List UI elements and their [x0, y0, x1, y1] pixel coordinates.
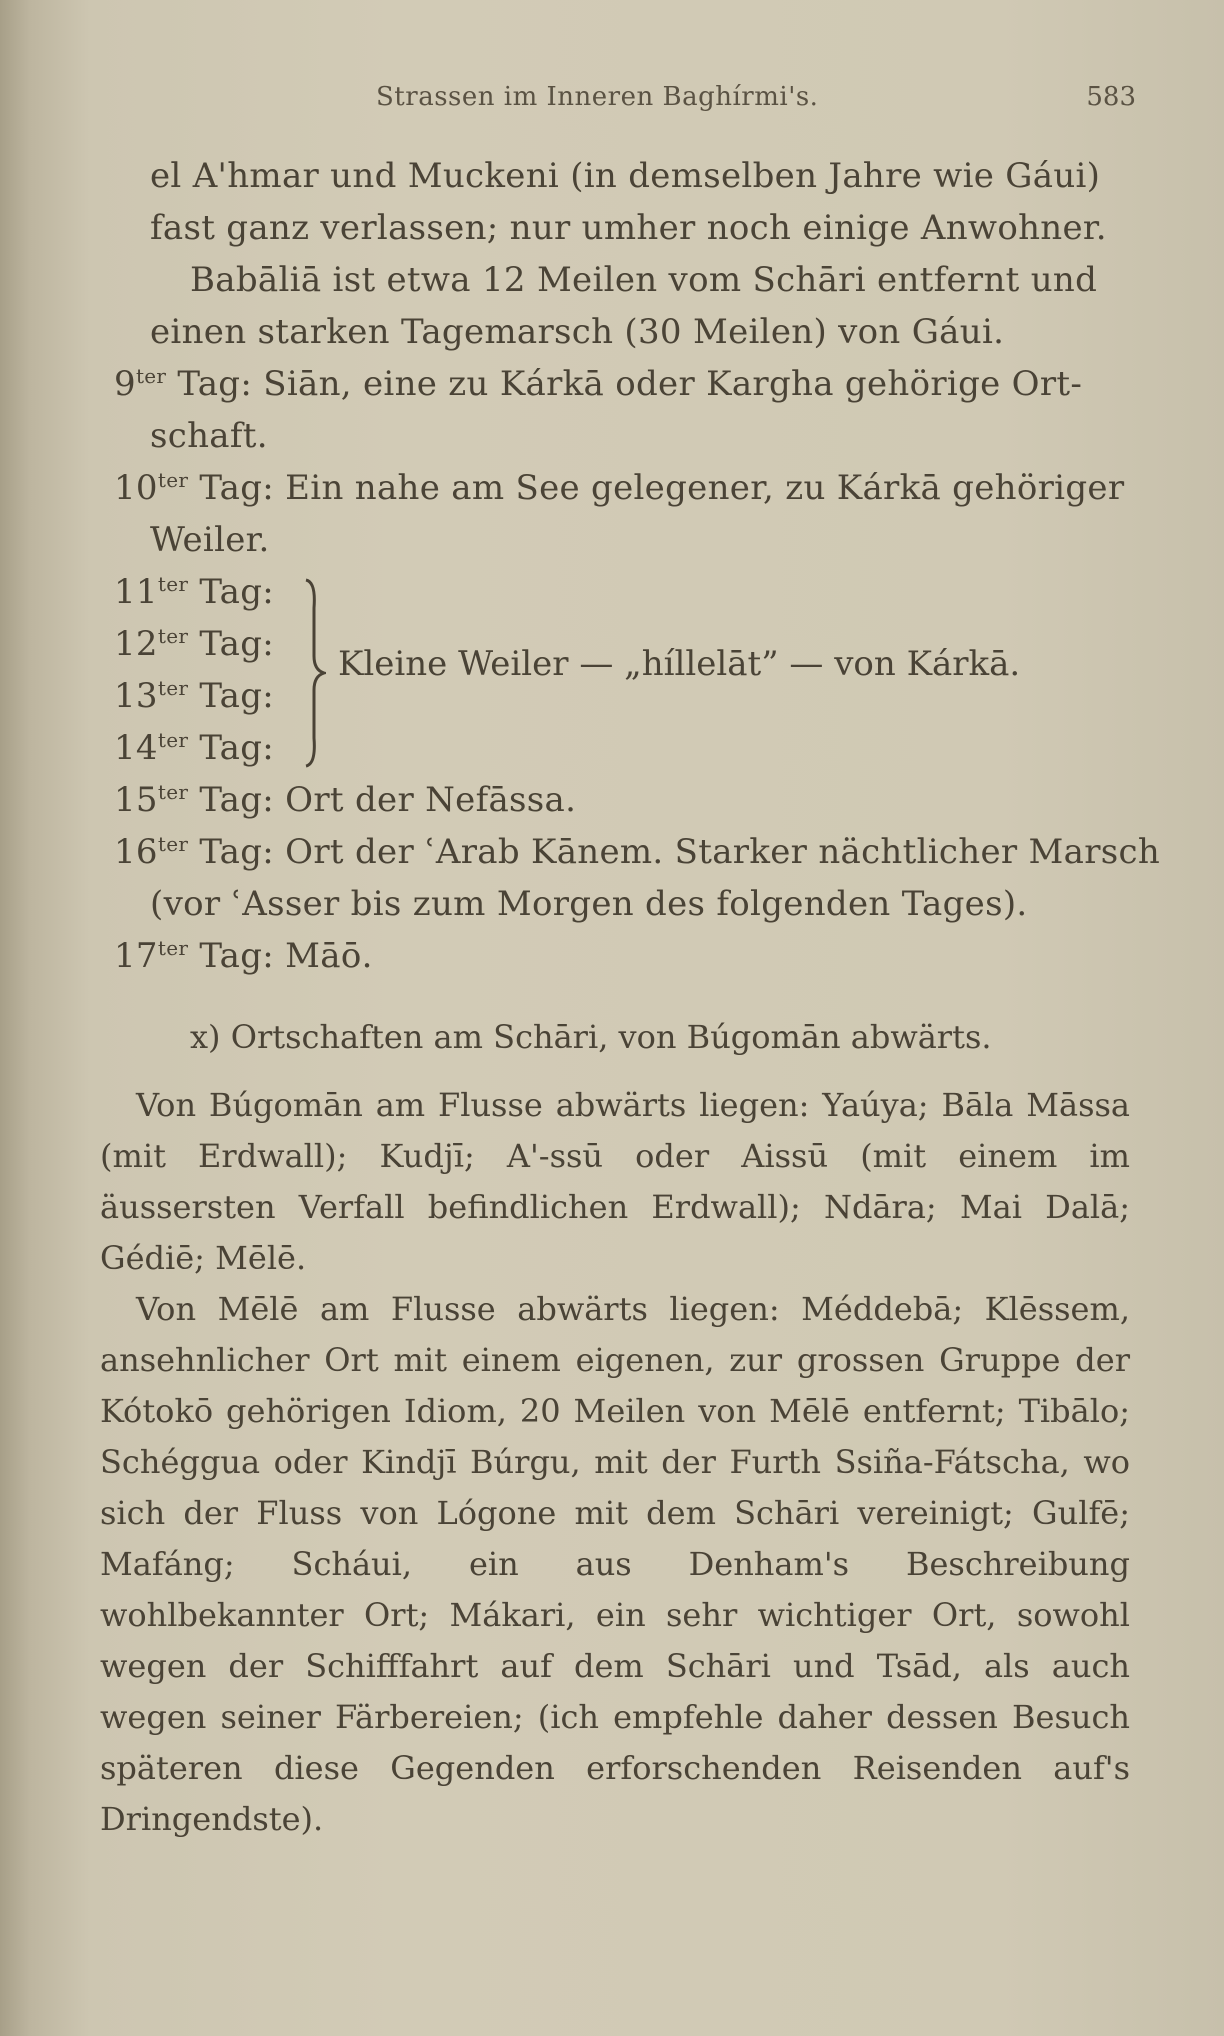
- day-continuation: schaft.: [150, 416, 268, 456]
- day-entry-14: [114, 728, 274, 768]
- day-label: Tag:: [177, 364, 253, 404]
- paragraph-2: Von Mēlē am Flusse abwärts liegen: Méddebā; Klēssem, ansehnlicher Ort mit einem eigenen, zur grossen Gruppe der Kótokō gehörigen Idiom, 20 Meilen von Mēlē entfernt; Tibālo; Schéggua oder Kindjī Búrgu, mit der Furth Ssiña-Fátscha, wo sich der Fluss von Lógone mit dem Schāri vereinigt; Gulfē; Mafáng; Scháui, ein aus Denham's Beschreibung wohlbekannter Ort; Mákari, ein sehr wichtiger Ort, sowohl wegen der Schifffahrt auf dem Schāri und Tsād, als auch wegen seiner Färbereien; (ich empfehle daher dessen Besuch späteren diese Gegenden erforschenden Reisenden auf's Dringendste).: [100, 1290, 1130, 1838]
- day-label: Tag:: [199, 832, 275, 872]
- day-continuation: (vor ʿAsser bis zum Morgen des folgenden Tages).: [150, 884, 1028, 924]
- day-number: 10: [114, 468, 158, 508]
- day-entry-9: [114, 364, 1082, 404]
- day-number: 11: [114, 572, 158, 612]
- day-text: Ort der ʿArab Kānem. Starker nächtlicher Marsch: [285, 832, 1161, 872]
- day-suffix: ter: [157, 936, 189, 960]
- day-text: Ort der Nefāssa.: [285, 780, 577, 820]
- day-entry-12: [114, 624, 274, 664]
- day-text: Ein nahe am See gelegener, zu Kárkā gehöriger: [285, 468, 1125, 508]
- day-number: 12: [114, 624, 158, 664]
- day-number: 13: [114, 676, 158, 716]
- day-suffix: ter: [135, 364, 167, 388]
- day-label: Tag:: [199, 936, 275, 976]
- paragraph-1: Von Búgomān am Flusse abwärts liegen: Yaúya; Bāla Māssa (mit Erdwall); Kudjī; A'-ssū oder Aissū (mit einem im äussersten Verfall befindlichen Erdwall); Ndāra; Mai Dalā; Gédiē; Mēlē.: [100, 1086, 1130, 1277]
- day-continuation: Weiler.: [150, 520, 270, 560]
- grouped-days-text: Kleine Weiler — „híllelāt” — von Kárkā.: [338, 644, 1021, 684]
- day-text: Māō.: [285, 936, 373, 976]
- day-label: Tag:: [199, 572, 275, 612]
- text-line: fast ganz verlassen; nur umher noch einige Anwohner.: [150, 208, 1107, 248]
- curly-brace-icon: [302, 578, 326, 768]
- text-line: el A'hmar und Muckeni (in demselben Jahre wie Gáui): [150, 156, 1101, 196]
- day-entry-11: [114, 572, 274, 612]
- day-text: Siān, eine zu Kárkā oder Kargha gehörige Ort-: [263, 364, 1083, 404]
- day-suffix: ter: [157, 624, 189, 648]
- day-entry-15: [114, 780, 576, 820]
- day-suffix: ter: [157, 832, 189, 856]
- day-suffix: ter: [157, 468, 189, 492]
- day-entry-13: [114, 676, 274, 716]
- day-number: 17: [114, 936, 158, 976]
- day-label: Tag:: [199, 624, 275, 664]
- day-entry-16: [114, 832, 1160, 872]
- day-label: Tag:: [199, 728, 275, 768]
- day-number: 14: [114, 728, 158, 768]
- day-suffix: ter: [157, 780, 189, 804]
- day-label: Tag:: [199, 676, 275, 716]
- text-line: einen starken Tagemarsch (30 Meilen) von Gáui.: [150, 312, 1005, 352]
- day-label: Tag:: [199, 780, 275, 820]
- day-number: 16: [114, 832, 158, 872]
- day-entry-10: [114, 468, 1124, 508]
- day-suffix: ter: [157, 676, 189, 700]
- header-title: Strassen im Inneren Baghírmi's.: [376, 82, 819, 112]
- day-suffix: ter: [157, 572, 189, 596]
- day-label: Tag:: [199, 468, 275, 508]
- day-suffix: ter: [157, 728, 189, 752]
- day-number: 9: [114, 364, 136, 404]
- page-number: 583: [1086, 82, 1136, 112]
- section-heading: x) Ortschaften am Schāri, von Búgomān abwärts.: [190, 1018, 992, 1056]
- day-number: 15: [114, 780, 158, 820]
- day-entry-17: [114, 936, 373, 976]
- text-line: Babāliā ist etwa 12 Meilen vom Schāri entfernt und: [190, 260, 1098, 300]
